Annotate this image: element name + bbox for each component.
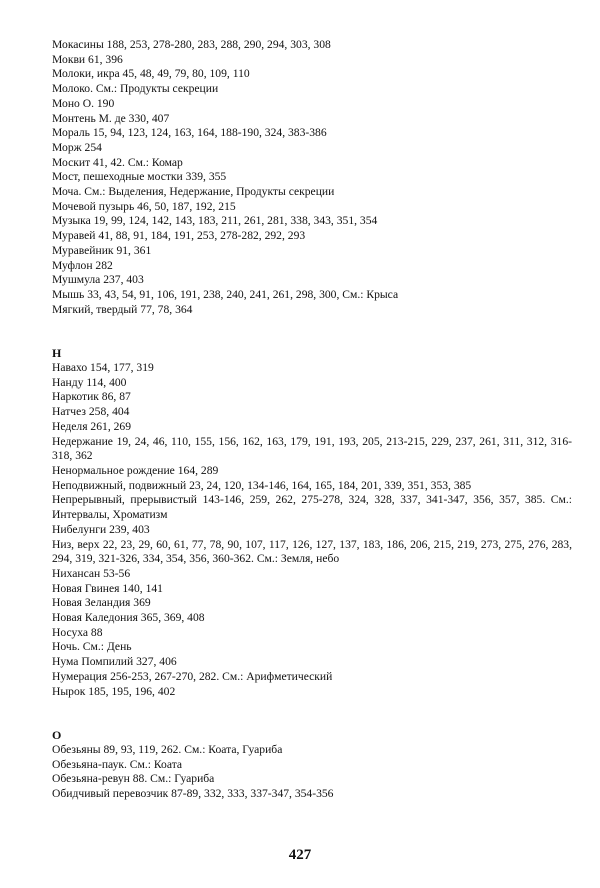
index-entry: Навахо 154, 177, 319 bbox=[52, 361, 154, 375]
index-entry: Новая Каледония 365, 369, 408 bbox=[52, 611, 205, 625]
index-entry: Музыка 19, 99, 124, 142, 143, 183, 211, 261, 281, 338, 343, 351, 354 bbox=[52, 214, 378, 228]
index-entry: Обезьяна-ревун 88. См.: Гуариба bbox=[52, 772, 215, 786]
index-entry: Морж 254 bbox=[52, 140, 102, 154]
index-entry: Мокасины 188, 253, 278-280, 283, 288, 290, 294, 303, 308 bbox=[52, 38, 331, 51]
index-entry: Неподвижный, подвижный 23, 24, 120, 134-146, 164, 165, 184, 201, 339, 351, 353, 385 bbox=[52, 478, 472, 492]
index-entry: Мораль 15, 94, 123, 124, 163, 164, 188-190, 324, 383-386 bbox=[52, 126, 327, 140]
index-entry: Мост, пешеходные мостки 339, 355 bbox=[52, 170, 227, 184]
index-entry: Носуха 88 bbox=[52, 625, 103, 639]
section-letter-n: Н bbox=[52, 346, 62, 361]
section-gap bbox=[52, 699, 572, 728]
index-entry: Низ, верх 22, 23, 29, 60, 61, 77, 78, 90, 107, 117, 126, 127, 137, 183, 186, 206, 215, 219, 273, 275, 276, 283, 294, 319, 321-326, 334, 354, 356, 360-362. См.: Земля, небо bbox=[52, 537, 572, 566]
index-entry: Новая Зеландия 369 bbox=[52, 596, 151, 610]
index-entry: Неделя 261, 269 bbox=[52, 419, 132, 433]
section-n bbox=[52, 346, 572, 699]
index-entry: Мочевой пузырь 46, 50, 187, 192, 215 bbox=[52, 199, 236, 213]
index-entry: Обезьяны 89, 93, 119, 262. См.: Коата, Гуариба bbox=[52, 742, 283, 756]
index-entry: Обезьяна-паук. См.: Коата bbox=[52, 757, 183, 771]
index-entry: Муравей 41, 88, 91, 184, 191, 253, 278-282, 292, 293 bbox=[52, 229, 306, 243]
section-m bbox=[52, 38, 572, 317]
section-gap bbox=[52, 317, 572, 346]
index-entry: Наркотик 86, 87 bbox=[52, 390, 131, 404]
index-entry: Молоко. См.: Продукты секреции bbox=[52, 82, 219, 96]
index-entry: Нанду 114, 400 bbox=[52, 375, 127, 389]
index-entry: Монтень М. де 330, 407 bbox=[52, 111, 170, 125]
index-entry: Муфлон 282 bbox=[52, 258, 113, 272]
index-entry: Непрерывный, прерывистый 143-146, 259, 262, 275-278, 324, 328, 337, 341-347, 356, 357, 385. См.: Интервалы, Хроматизм bbox=[52, 493, 572, 522]
section-letter-o: О bbox=[52, 728, 62, 743]
index-entry: Новая Гвинея 140, 141 bbox=[52, 581, 163, 595]
index-entry: Нумерация 256-253, 267-270, 282. См.: Арифметический bbox=[52, 669, 333, 683]
index-entry: Муравейник 91, 361 bbox=[52, 243, 152, 257]
index-entry: Моча. См.: Выделения, Недержание, Продукты секреции bbox=[52, 185, 335, 199]
index-entry: Молоки, икра 45, 48, 49, 79, 80, 109, 110 bbox=[52, 67, 250, 81]
page-number: 427 bbox=[288, 847, 312, 863]
index-entry: Обидчивый перевозчик 87-89, 332, 333, 337-347, 354-356 bbox=[52, 787, 334, 801]
index-entry: Москит 41, 42. См.: Комар bbox=[52, 155, 183, 169]
index-entry: Моно О. 190 bbox=[52, 96, 115, 110]
index-entry: Мышь 33, 43, 54, 91, 106, 191, 238, 240, 241, 261, 298, 300, См.: Крыса bbox=[52, 287, 399, 301]
index-entry: Недержание 19, 24, 46, 110, 155, 156, 162, 163, 179, 191, 193, 205, 213-215, 229, 237, 261, 311, 312, 316-318, 362 bbox=[52, 434, 572, 463]
index-entry: Ненормальное рождение 164, 289 bbox=[52, 463, 219, 477]
index-entry: Нырок 185, 195, 196, 402 bbox=[52, 684, 176, 698]
index-entry: Мушмула 237, 403 bbox=[52, 273, 144, 287]
index-entry: Нибелунги 239, 403 bbox=[52, 522, 150, 536]
index-entry: Мокви 61, 396 bbox=[52, 52, 123, 66]
index-entry: Ночь. См.: День bbox=[52, 640, 132, 654]
index-entry: Нума Помпилий 327, 406 bbox=[52, 655, 177, 669]
index-page bbox=[52, 38, 572, 802]
index-entry: Мягкий, твердый 77, 78, 364 bbox=[52, 302, 193, 316]
index-entry: Нихансан 53-56 bbox=[52, 566, 131, 580]
section-o bbox=[52, 728, 572, 802]
index-entry: Натчез 258, 404 bbox=[52, 405, 130, 419]
